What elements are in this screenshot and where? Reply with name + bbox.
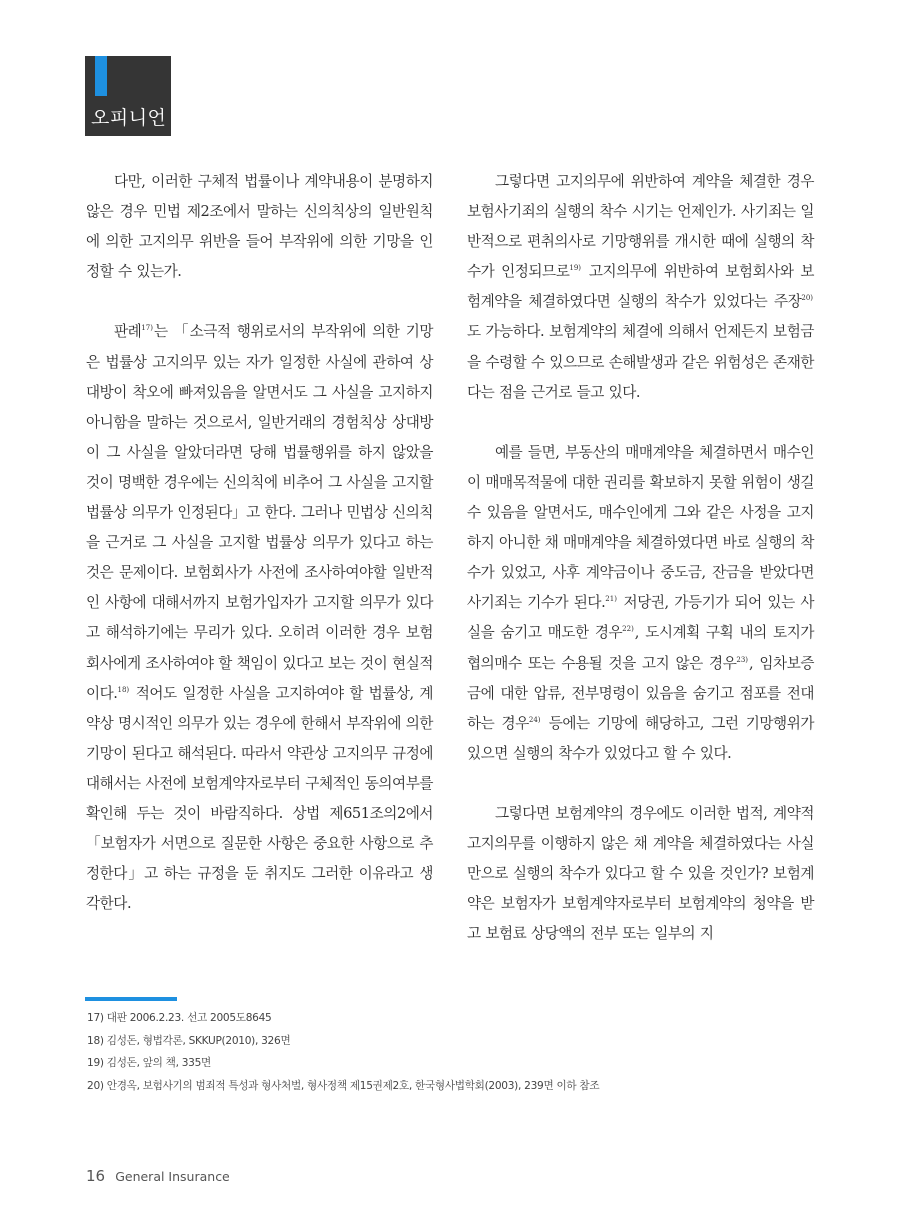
- section-label: 오피니언: [91, 107, 167, 129]
- footnote-ref: 23): [736, 655, 748, 664]
- right-column: [467, 167, 814, 949]
- section-tab: [85, 56, 171, 136]
- page-number: 16: [86, 1167, 106, 1185]
- magazine-name: General Insurance: [115, 1169, 230, 1184]
- footnote-ref: 19): [569, 264, 581, 273]
- text-run: 예를 들면, 부동산의 매매계약을 체결하면서 매수인이 매매목적물에 대한 권리를 확보하지 못할 위험이 생길 수 있음을 알면서도, 매수인에게 그와 같은 사정을 고지하지 아니한 채 매매계약을 체결하였다면 바로 실행의 착수가 있었고, 사후 계약금이나 중도금, 잔금을 받았다면 사기죄는 기수가 된다.: [467, 443, 814, 612]
- text-run: 판례: [114, 323, 142, 341]
- footnote-ref: 17): [141, 324, 153, 333]
- footnotes: [87, 1010, 807, 1100]
- footnote: 18) 김성돈, 형법각론, SKKUP(2010), 326면: [87, 1034, 291, 1047]
- footnote-ref: 18): [117, 685, 130, 694]
- footnote-ref: 22): [622, 625, 634, 634]
- footnote-ref: 20): [801, 294, 813, 303]
- page-footer: [86, 1166, 230, 1185]
- text-run: 적어도 일정한 사실을 고지하여야 할 법률상, 계약상 명시적인 의무가 있는 경우에 한해서 부작위에 의한 기망이 된다고 해석된다. 따라서 약관상 고지의무 규정에 대해서는 사전에 보험계약자로부터 구체적인 동의여부를 확인해 두는 것이 바람직하다. 상법 제651조의2에서 「보험자가 서면으로 질문한 사항은 중요한 사항으로 추정한다」고 하는 규정을 둔 취지도 그러한 이유라고 생각한다.: [86, 684, 433, 913]
- paragraph: 그렇다면 보험계약의 경우에도 이러한 법적, 계약적 고지의무를 이행하지 않은 채 계약을 체결하였다는 사실만으로 실행의 착수가 있다고 할 수 있을 것인가? 보험계약은 보험자가 보험계약자로부터 보험계약의 청약을 받고 보험료 상당액의 전부 또는 일부의 지: [467, 804, 814, 943]
- text-run: 고지의무에 위반하여 보험회사와 보험계약을 체결하였다면 실행의 착수가 있었다는 주장: [467, 263, 814, 311]
- text-run: , 임차보증금에 대한 압류, 전부명령이 있음을 숨기고 점포를 전대하는 경우: [467, 654, 815, 732]
- footnote-divider: [85, 997, 177, 1001]
- paragraph: [467, 438, 814, 769]
- text-run: 도 가능하다. 보험계약의 체결에 의해서 언제든지 보험금을 수령할 수 있으므로 손해발생과 같은 위험성은 존재한다는 점을 근거로 들고 있다.: [467, 323, 814, 401]
- paragraph: [86, 317, 433, 919]
- footnote: 20) 안경옥, 보험사기의 범죄적 특성과 형사처벌, 형사정책 제15권제2호, 한국형사법학회(2003), 239면 이하 참조: [87, 1079, 600, 1092]
- section-accent-bar: [95, 56, 107, 96]
- paragraph: [467, 167, 814, 408]
- footnote-ref: 21): [605, 595, 617, 604]
- paragraph: 다만, 이러한 구체적 법률이나 계약내용이 분명하지 않은 경우 민법 제2조에서 말하는 신의칙상의 일반원칙에 의한 고지의무 위반을 들어 부작위에 의한 기망을 인정할 수 있는가.: [86, 173, 433, 281]
- footnote: 19) 김성돈, 앞의 책, 335면: [87, 1057, 211, 1069]
- footnote-ref: 24): [528, 715, 541, 724]
- text-run: 는 「소극적 행위로서의 부작위에 의한 기망은 법률상 고지의무 있는 자가 일정한 사실에 관하여 상대방이 착오에 빠져있음을 알면서도 그 사실을 고지하지 아니함을 말하는 것으로서, 일반거래의 경험칙상 상대방이 그 사실을 알았더라면 당해 법률행위를 하지 않았을 것이 명백한 경우에는 신의칙에 비추어 그 사실을 고지할 법률상 의무가 인정된다」고 한다. 그러나 민법상 신의칙을 근거로 그 사실을 고지할 법률상 의무가 있다고 하는 것은 문제이다. 보험회사가 사전에 조사하여야할 일반적인 사항에 대해서까지 보험가입자가 고지할 의무가 있다고 해석하기에는 무리가 있다. 오히려 이러한 경우 보험회사에게 조사하여야 할 책임이 있다고 보는 것이 현실적이다.: [86, 323, 433, 702]
- footnote: 17) 대판 2006.2.23. 선고 2005도8645: [87, 1012, 272, 1024]
- text-run: 그렇다면 고지의무에 위반하여 계약을 체결한 경우 보험사기죄의 실행의 착수 시기는 언제인가. 사기죄는 일반적으로 편취의사로 기망행위를 개시한 때에 실행의 착수가 인정되므로: [467, 173, 814, 281]
- text-run: 저당권, 가등기가 되어 있는 사실을 숨기고 매도한 경우: [467, 594, 815, 642]
- text-run: , 도시계획 구획 내의 토지가 협의매수 또는 수용될 것을 고지 않은 경우: [467, 624, 814, 672]
- left-column: [86, 167, 433, 919]
- text-run: 등에는 기망에 해당하고, 그런 기망행위가 있으면 실행의 착수가 있었다고 할 수 있다.: [467, 714, 814, 762]
